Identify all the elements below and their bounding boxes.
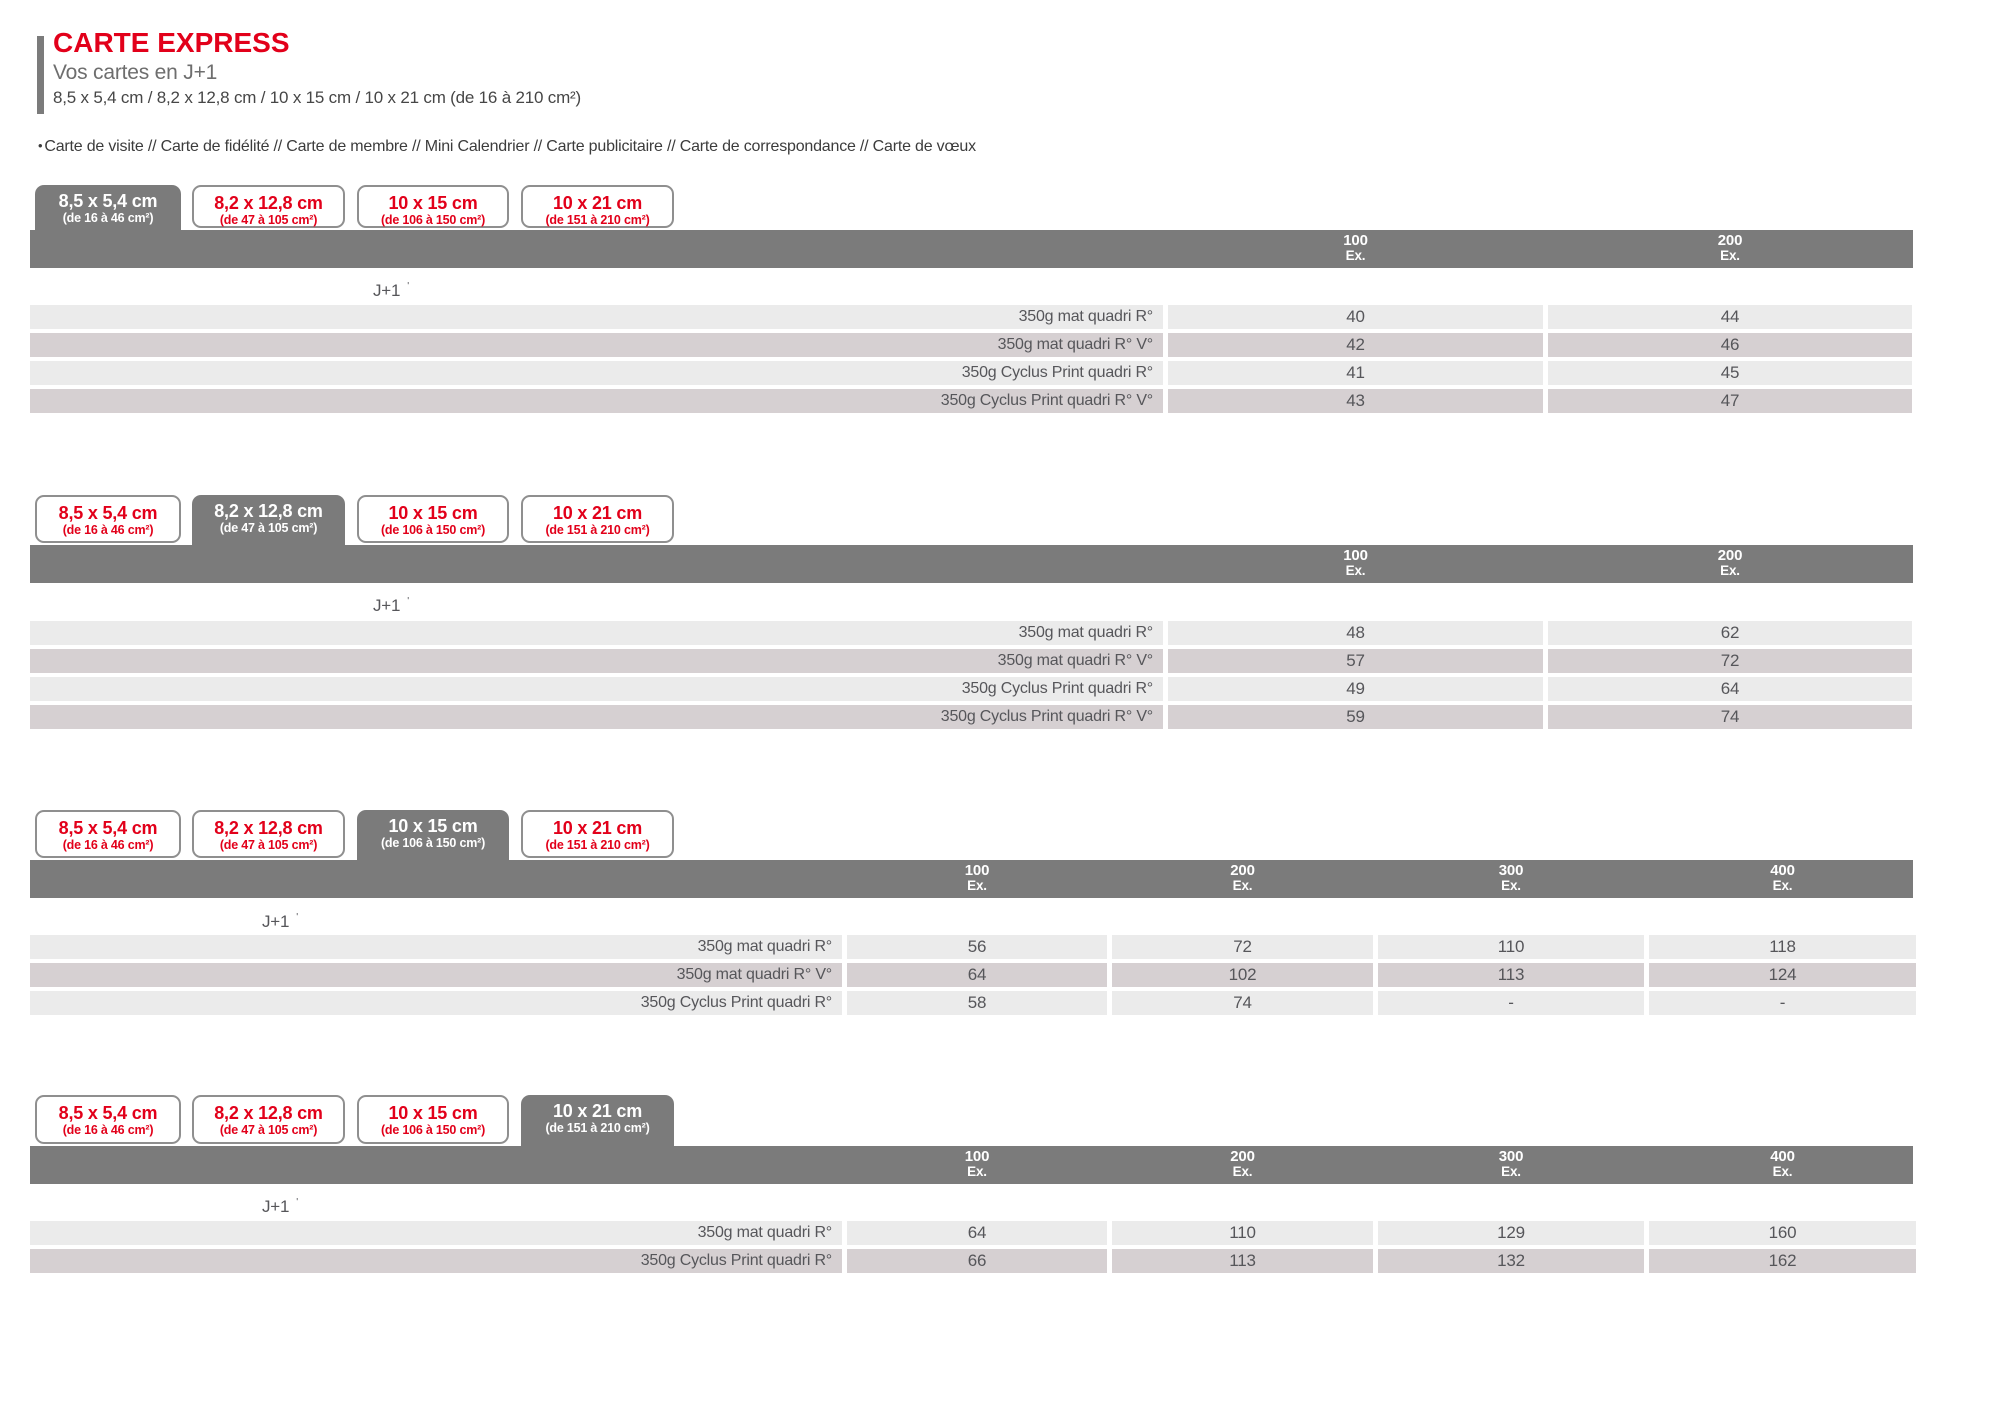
price-cell: 42 bbox=[1168, 333, 1543, 357]
quantity-column-header bbox=[1649, 863, 1916, 893]
tab-size-label: 10 x 21 cm bbox=[552, 818, 643, 838]
quantity-value: 100 bbox=[964, 1148, 990, 1165]
price-cell: 46 bbox=[1548, 333, 1912, 357]
price-row-label: 350g Cyclus Print quadri R° V° bbox=[30, 389, 1163, 413]
price-cell: 113 bbox=[1112, 1249, 1373, 1273]
tab-size-label: 10 x 21 cm bbox=[552, 1101, 643, 1121]
size-tab-8-2x12-8cm bbox=[192, 810, 345, 858]
tab-size-label: 8,5 x 5,4 cm bbox=[58, 191, 158, 211]
tab-range-label: (de 151 à 210 cm²) bbox=[545, 838, 650, 852]
tab-range-label: (de 106 à 150 cm²) bbox=[380, 523, 486, 537]
tab-range-label: (de 16 à 46 cm²) bbox=[62, 523, 154, 537]
footnote-mark: ' bbox=[296, 1197, 299, 1208]
price-row-label: 350g mat quadri R° bbox=[30, 305, 1163, 329]
quantity-unit: Ex. bbox=[1772, 878, 1793, 893]
tab-range-label: (de 16 à 46 cm²) bbox=[62, 838, 154, 852]
tab-size-label: 10 x 15 cm bbox=[388, 503, 478, 523]
price-cell: 74 bbox=[1112, 991, 1373, 1015]
price-row-label: 350g mat quadri R° bbox=[30, 621, 1163, 645]
price-cell: 64 bbox=[847, 1221, 1107, 1245]
quantity-column-header bbox=[1548, 233, 1912, 263]
quantity-column-header bbox=[1112, 863, 1373, 893]
price-row-label: 350g mat quadri R° V° bbox=[30, 963, 842, 987]
quantity-unit: Ex. bbox=[1345, 248, 1366, 263]
price-cell: 110 bbox=[1112, 1221, 1373, 1245]
price-row-label: 350g Cyclus Print quadri R° bbox=[30, 991, 842, 1015]
price-cell: 59 bbox=[1168, 705, 1543, 729]
price-row-label: 350g mat quadri R° bbox=[30, 935, 842, 959]
price-cell: 132 bbox=[1378, 1249, 1644, 1273]
price-row-label: 350g Cyclus Print quadri R° bbox=[30, 361, 1163, 385]
size-tab-8-5x5-4cm bbox=[35, 810, 181, 858]
quantity-value: 300 bbox=[1498, 862, 1524, 879]
quantity-value: 200 bbox=[1717, 232, 1743, 249]
quantity-value: 200 bbox=[1230, 1148, 1255, 1165]
size-tab-8-2x12-8cm bbox=[192, 1095, 345, 1144]
tab-range-label: (de 151 à 210 cm²) bbox=[545, 1121, 650, 1135]
tab-range-label: (de 47 à 105 cm²) bbox=[219, 521, 318, 535]
quantity-value: 100 bbox=[1343, 547, 1368, 564]
quantity-unit: Ex. bbox=[1501, 1164, 1521, 1179]
price-row-label: 350g mat quadri R° V° bbox=[30, 649, 1163, 673]
quantity-value: 100 bbox=[964, 862, 990, 879]
quantity-column-header bbox=[1168, 548, 1543, 578]
tab-range-label: (de 16 à 46 cm²) bbox=[62, 1123, 154, 1137]
price-cell: 58 bbox=[847, 991, 1107, 1015]
price-row-label: 350g mat quadri R° V° bbox=[30, 333, 1163, 357]
tab-size-label: 8,5 x 5,4 cm bbox=[58, 1103, 158, 1123]
price-cell: 62 bbox=[1548, 621, 1912, 645]
price-cell: 43 bbox=[1168, 389, 1543, 413]
tab-size-label: 10 x 15 cm bbox=[388, 816, 478, 836]
quantity-unit: Ex. bbox=[1501, 878, 1521, 893]
tab-size-label: 8,2 x 12,8 cm bbox=[214, 193, 323, 213]
size-tab-10x15cm-active bbox=[357, 810, 509, 880]
delivery-delay-label bbox=[262, 1197, 298, 1217]
tab-range-label: (de 106 à 150 cm²) bbox=[380, 213, 486, 227]
price-cell: 102 bbox=[1112, 963, 1373, 987]
price-cell: 124 bbox=[1649, 963, 1916, 987]
quantity-value: 400 bbox=[1770, 862, 1795, 879]
tab-range-label: (de 16 à 46 cm²) bbox=[62, 211, 154, 225]
quantity-value: 300 bbox=[1498, 1148, 1524, 1165]
tab-size-label: 8,2 x 12,8 cm bbox=[214, 818, 323, 838]
size-tab-8-5x5-4cm-active bbox=[35, 185, 181, 250]
price-cell: 40 bbox=[1168, 305, 1543, 329]
size-tab-10x21cm bbox=[521, 495, 674, 543]
size-tab-10x15cm bbox=[357, 185, 509, 228]
tab-size-label: 10 x 21 cm bbox=[552, 503, 643, 523]
price-cell: 160 bbox=[1649, 1221, 1916, 1245]
tab-range-label: (de 47 à 105 cm²) bbox=[219, 1123, 318, 1137]
size-tab-10x15cm bbox=[357, 495, 509, 543]
quantity-column-header bbox=[847, 1149, 1107, 1179]
price-cell: 129 bbox=[1378, 1221, 1644, 1245]
tab-range-label: (de 151 à 210 cm²) bbox=[545, 213, 650, 227]
delay-text: J+1 bbox=[373, 281, 401, 300]
tab-size-label: 8,5 x 5,4 cm bbox=[58, 503, 158, 523]
price-cell: 64 bbox=[847, 963, 1107, 987]
size-tab-10x21cm bbox=[521, 185, 674, 228]
price-row-label: 350g Cyclus Print quadri R° V° bbox=[30, 705, 1163, 729]
quantity-value: 100 bbox=[1343, 232, 1368, 249]
quantity-unit: Ex. bbox=[1720, 248, 1740, 263]
price-cell: 57 bbox=[1168, 649, 1543, 673]
quantity-unit: Ex. bbox=[1345, 563, 1366, 578]
delivery-delay-label bbox=[373, 596, 409, 616]
size-tab-8-5x5-4cm bbox=[35, 495, 181, 543]
quantity-unit: Ex. bbox=[1772, 1164, 1793, 1179]
price-cell: 110 bbox=[1378, 935, 1644, 959]
formats-line: 8,5 x 5,4 cm / 8,2 x 12,8 cm / 10 x 15 cm / 10 x 21 cm (de 16 à 210 cm²) bbox=[53, 88, 581, 107]
tab-size-label: 8,2 x 12,8 cm bbox=[214, 1103, 323, 1123]
price-cell: 49 bbox=[1168, 677, 1543, 701]
price-cell: 118 bbox=[1649, 935, 1916, 959]
quantity-value: 200 bbox=[1717, 547, 1743, 564]
size-tab-10x21cm-active bbox=[521, 1095, 674, 1166]
quantity-column-header bbox=[847, 863, 1107, 893]
delay-text: J+1 bbox=[262, 1197, 290, 1216]
footnote-mark: ' bbox=[407, 596, 410, 607]
tab-range-label: (de 47 à 105 cm²) bbox=[219, 838, 318, 852]
quantity-column-header bbox=[1548, 548, 1912, 578]
quantity-value: 200 bbox=[1230, 862, 1255, 879]
tab-size-label: 8,5 x 5,4 cm bbox=[58, 818, 158, 838]
quantity-unit: Ex. bbox=[967, 878, 987, 893]
quantity-column-header bbox=[1112, 1149, 1373, 1179]
quantity-column-header bbox=[1378, 1149, 1644, 1179]
delivery-delay-label bbox=[373, 281, 409, 301]
size-tab-8-2x12-8cm-active bbox=[192, 495, 345, 565]
quantity-unit: Ex. bbox=[967, 1164, 987, 1179]
quantity-unit: Ex. bbox=[1232, 1164, 1253, 1179]
tab-range-label: (de 106 à 150 cm²) bbox=[380, 1123, 486, 1137]
title-accent-bar bbox=[37, 36, 44, 114]
price-cell: - bbox=[1649, 991, 1916, 1015]
price-cell: - bbox=[1378, 991, 1644, 1015]
price-cell: 64 bbox=[1548, 677, 1912, 701]
quantity-unit: Ex. bbox=[1720, 563, 1740, 578]
tab-size-label: 8,2 x 12,8 cm bbox=[214, 501, 323, 521]
bullet-glyph: • bbox=[38, 138, 43, 153]
price-cell: 45 bbox=[1548, 361, 1912, 385]
price-cell: 48 bbox=[1168, 621, 1543, 645]
price-cell: 74 bbox=[1548, 705, 1912, 729]
price-cell: 162 bbox=[1649, 1249, 1916, 1273]
price-row-label: 350g Cyclus Print quadri R° bbox=[30, 677, 1163, 701]
page-subtitle: Vos cartes en J+1 bbox=[53, 61, 218, 84]
page-title: CARTE EXPRESS bbox=[53, 27, 290, 58]
footnote-mark: ' bbox=[407, 281, 410, 292]
price-row-label: 350g mat quadri R° bbox=[30, 1221, 842, 1245]
delay-text: J+1 bbox=[262, 912, 290, 931]
quantity-value: 400 bbox=[1770, 1148, 1795, 1165]
quantity-column-header bbox=[1649, 1149, 1916, 1179]
tab-range-label: (de 151 à 210 cm²) bbox=[545, 523, 650, 537]
size-tab-10x15cm bbox=[357, 1095, 509, 1144]
price-row-label: 350g Cyclus Print quadri R° bbox=[30, 1249, 842, 1273]
size-tab-10x21cm bbox=[521, 810, 674, 858]
price-cell: 56 bbox=[847, 935, 1107, 959]
quantity-column-header bbox=[1378, 863, 1644, 893]
size-tab-8-5x5-4cm bbox=[35, 1095, 181, 1144]
quantity-unit: Ex. bbox=[1232, 878, 1253, 893]
products-line bbox=[38, 138, 976, 156]
price-cell: 44 bbox=[1548, 305, 1912, 329]
tab-size-label: 10 x 21 cm bbox=[552, 193, 643, 213]
tab-size-label: 10 x 15 cm bbox=[388, 193, 478, 213]
price-cell: 66 bbox=[847, 1249, 1107, 1273]
price-cell: 41 bbox=[1168, 361, 1543, 385]
footnote-mark: ' bbox=[296, 912, 299, 923]
products-text: Carte de visite // Carte de fidélité // Carte de membre // Mini Calendrier // Carte publicitaire // Carte de correspondance // Carte de vœux bbox=[44, 138, 976, 155]
price-cell: 47 bbox=[1548, 389, 1912, 413]
tab-range-label: (de 47 à 105 cm²) bbox=[219, 213, 318, 227]
delivery-delay-label bbox=[262, 912, 298, 932]
price-cell: 72 bbox=[1548, 649, 1912, 673]
quantity-column-header bbox=[1168, 233, 1543, 263]
tab-range-label: (de 106 à 150 cm²) bbox=[380, 836, 486, 850]
price-cell: 72 bbox=[1112, 935, 1373, 959]
size-tab-8-2x12-8cm bbox=[192, 185, 345, 228]
tab-size-label: 10 x 15 cm bbox=[388, 1103, 478, 1123]
delay-text: J+1 bbox=[373, 596, 401, 615]
price-cell: 113 bbox=[1378, 963, 1644, 987]
